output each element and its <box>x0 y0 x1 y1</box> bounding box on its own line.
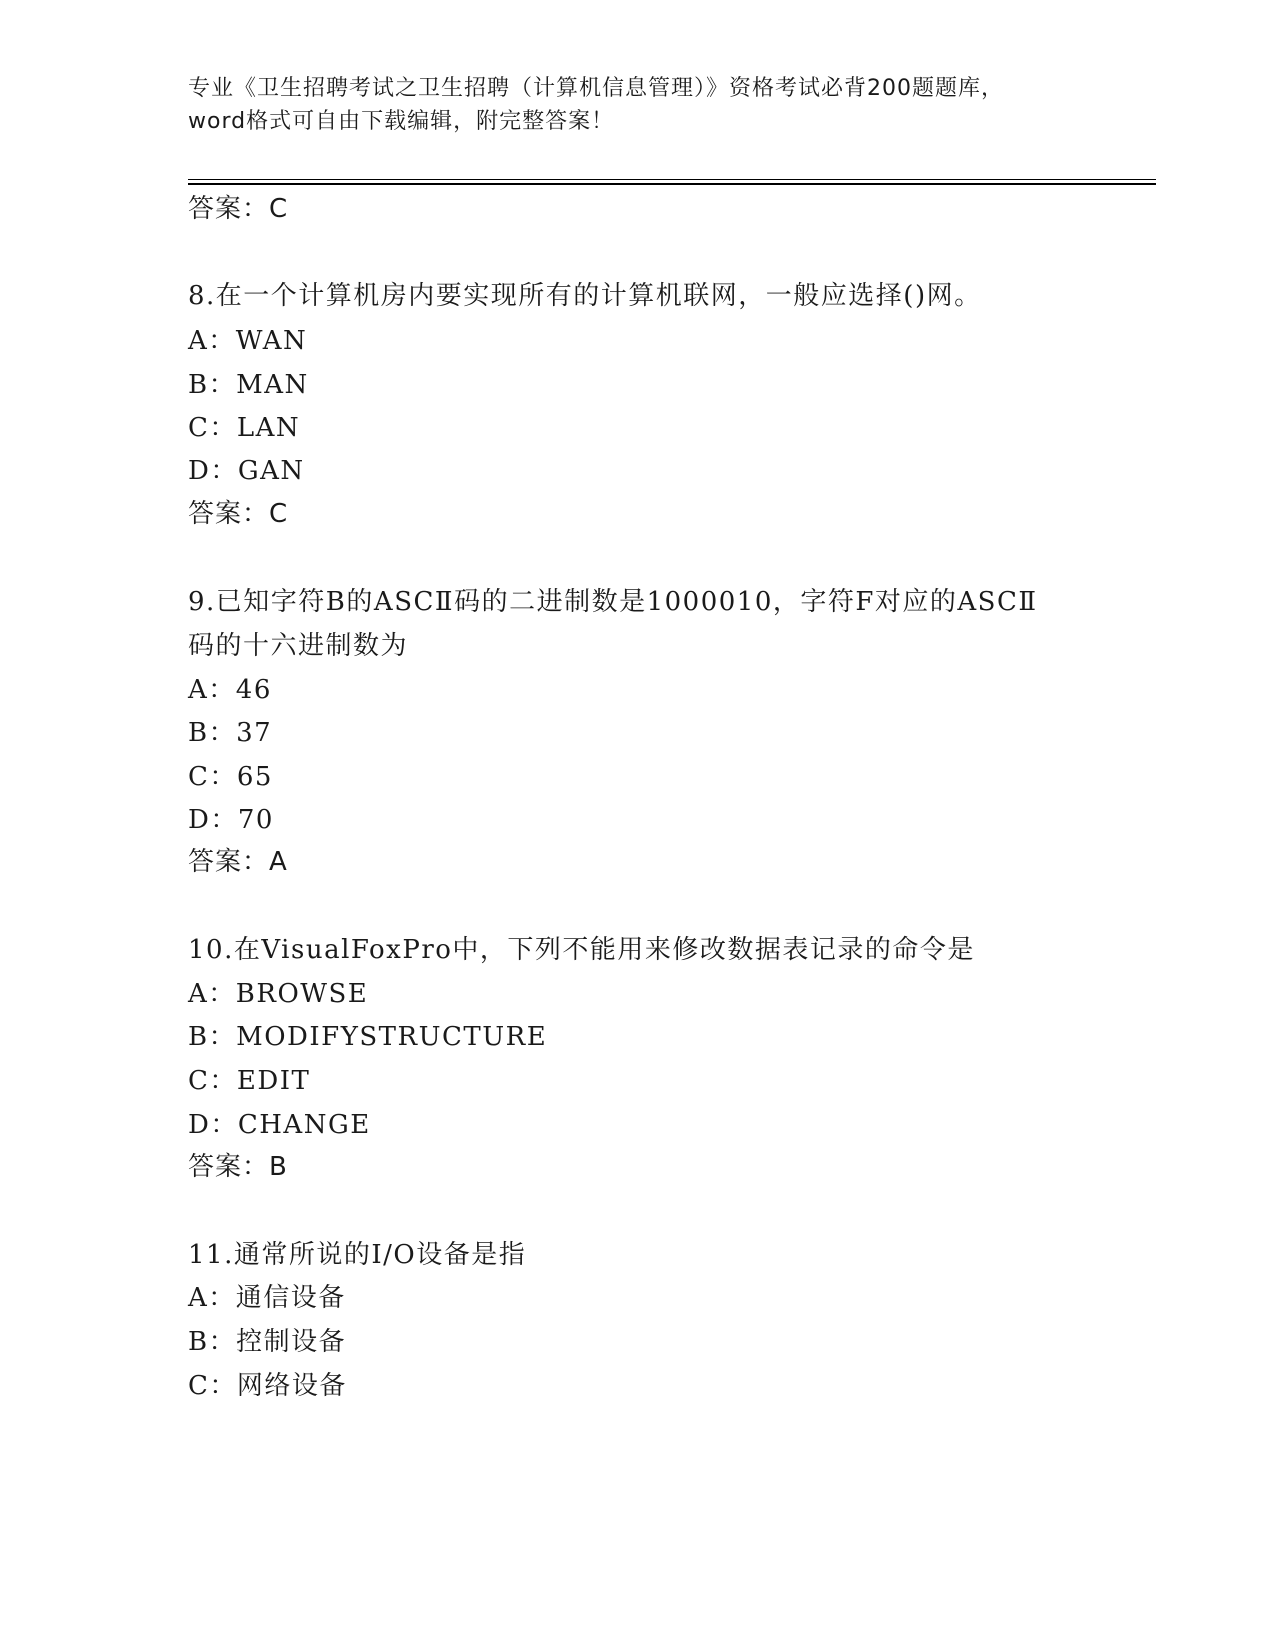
question-11-option-b: B：控制设备 <box>188 1327 347 1357</box>
question-9-stem-line-2: 码的十六进制数为 <box>188 631 409 661</box>
header-divider-thin <box>188 179 1156 180</box>
question-10-option-b: B：MODIFYSTRUCTURE <box>188 1022 548 1052</box>
question-11-stem: 11.通常所说的I/O设备是指 <box>188 1240 527 1270</box>
answer-label: 答案：C <box>188 194 289 224</box>
question-9-answer: 答案：A <box>188 847 288 877</box>
question-8-option-b: B：MAN <box>188 370 309 400</box>
question-8-option-c: C：LAN <box>188 413 301 443</box>
question-11-option-a: A：通信设备 <box>188 1283 346 1313</box>
question-11-option-c: C：网络设备 <box>188 1371 347 1401</box>
question-8-stem: 8.在一个计算机房内要实现所有的计算机联网，一般应选择()网。 <box>188 281 982 311</box>
question-8-answer: 答案：C <box>188 499 289 529</box>
document-header <box>188 72 1088 138</box>
header-divider-thick <box>188 183 1156 185</box>
header-line-2: word格式可自由下载编辑，附完整答案！ <box>188 109 615 134</box>
question-9-option-b: B：37 <box>188 718 273 748</box>
question-9-option-a: A：46 <box>188 675 272 705</box>
question-10-stem: 10.在VisualFoxPro中，下列不能用来修改数据表记录的命令是 <box>188 935 975 965</box>
question-8-option-d: D：GAN <box>188 456 305 486</box>
question-10-option-d: D：CHANGE <box>188 1110 371 1140</box>
question-10-option-c: C：EDIT <box>188 1066 311 1096</box>
question-9-option-d: D：70 <box>188 805 274 835</box>
question-8-option-a: A：WAN <box>188 326 308 356</box>
question-10-option-a: A：BROWSE <box>188 979 369 1009</box>
header-line-1: 专业《卫生招聘考试之卫生招聘（计算机信息管理）》资格考试必背200题题库， <box>188 76 1004 101</box>
question-10-answer: 答案：B <box>188 1152 288 1182</box>
question-9-option-c: C：65 <box>188 762 273 792</box>
question-9-stem-line-1: 9.已知字符B的ASCⅡ码的二进制数是1000010，字符F对应的ASCⅡ <box>188 587 1038 617</box>
